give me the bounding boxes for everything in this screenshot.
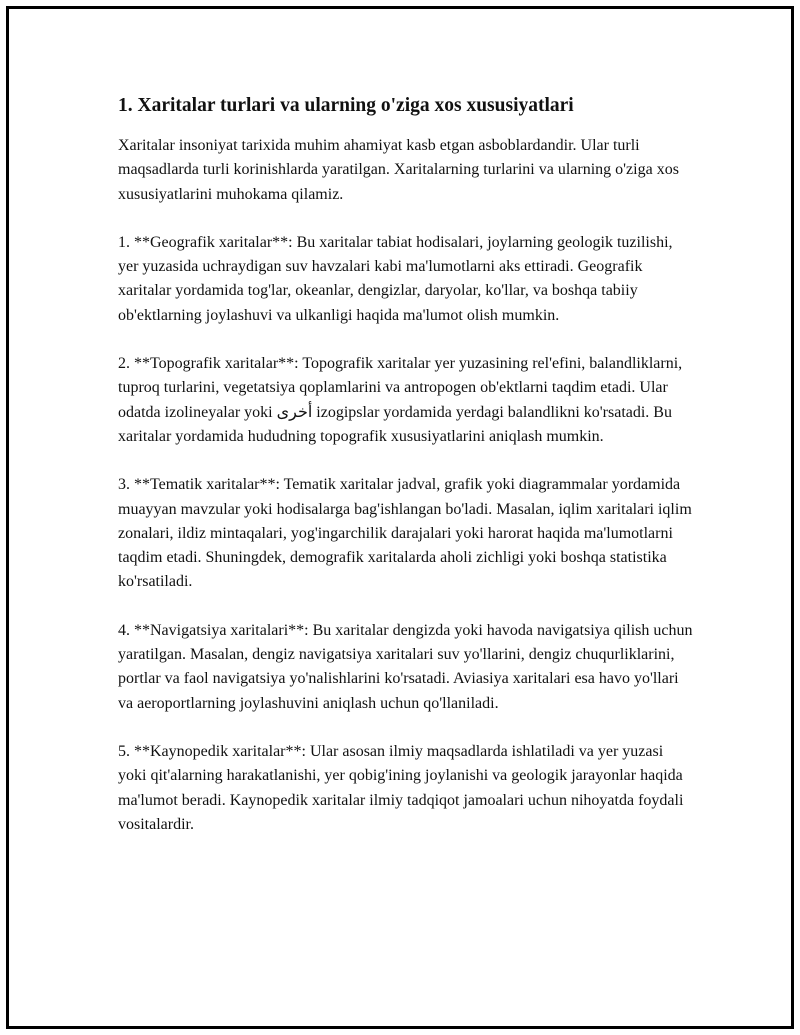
- section-tematik: 3. **Tematik xaritalar**: Tematik xaritalar jadval, grafik yoki diagrammalar yordamida muayyan mavzular yoki hodisalarga bag'ishlangan bo'ladi. Masalan, iqlim xaritalari iqlim zonalari, ildiz mintaqalari, yog'ingarchilik darajalari yoki harorat haqida ma'lumotlarni taqdim etadi. Shuningdek, demografik xaritalarda aholi zichligi yoki boshqa statistika ko'rsatiladi.: [118, 476, 692, 591]
- document-title: 1. Xaritalar turlari va ularning o'ziga xos xususiyatlari: [118, 95, 574, 116]
- document-body: [118, 91, 693, 861]
- section-geografik: 1. **Geografik xaritalar**: Bu xaritalar tabiat hodisalari, joylarning geologik tuzilishi, yer yuzasida uchraydigan suv havzalari kabi ma'lumotlarni aks ettiradi. Geografik xaritalar yordamida tog'lar, okeanlar, dengizlar, daryolar, ko'llar, va boshqa tabiiy ob'ektlarning joylashuvi va ulkanligi haqida ma'lumot olish mumkin.: [118, 233, 673, 324]
- section-navigatsiya: 4. **Navigatsiya xaritalari**: Bu xaritalar dengizda yoki havoda navigatsiya qilish uchun yaratilgan. Masalan, dengiz navigatsiya xaritalari suv yo'llarini, dengiz chuqurliklarini, portlar va faol navigatsiya yo'nalishlarini ko'rsatadi. Aviasiya xaritalari esa havo yo'llari va aeroportlarning joylashuvini aniqlash uchun qo'llaniladi.: [118, 621, 693, 712]
- section-topografik: 2. **Topografik xaritalar**: Topografik xaritalar yer yuzasining rel'efini, balandliklarni, tuproq turlarini, vegetatsiya qoplamlarini va antropogen ob'ektlarni taqdim etadi. Ular odatda izolineyalar yoki أخرى izogipslar yordamida yerdagi balandlikni ko'rsatadi. Bu xaritalar yordamida hududning topografik xususiyatlarini aniqlash mumkin.: [118, 355, 683, 445]
- intro-paragraph: Xaritalar insoniyat tarixida muhim ahamiyat kasb etgan asboblardandir. Ular turli maqsadlarda turli korinishlarda yaratilgan. Xaritalarning turlarini va ularning o'ziga xos xususiyatlarini muhokama qilamiz.: [118, 137, 679, 203]
- section-kaynopedik: 5. **Kaynopedik xaritalar**: Ular asosan ilmiy maqsadlarda ishlatiladi va yer yuzasi yoki qit'alarning harakatlanishi, yer qobig'ining joylanishi va geologik jarayonlar haqida ma'lumot beradi. Kaynopedik xaritalar ilmiy tadqiqot jamoalari uchun nihoyatda foydali vositalardir.: [118, 742, 684, 833]
